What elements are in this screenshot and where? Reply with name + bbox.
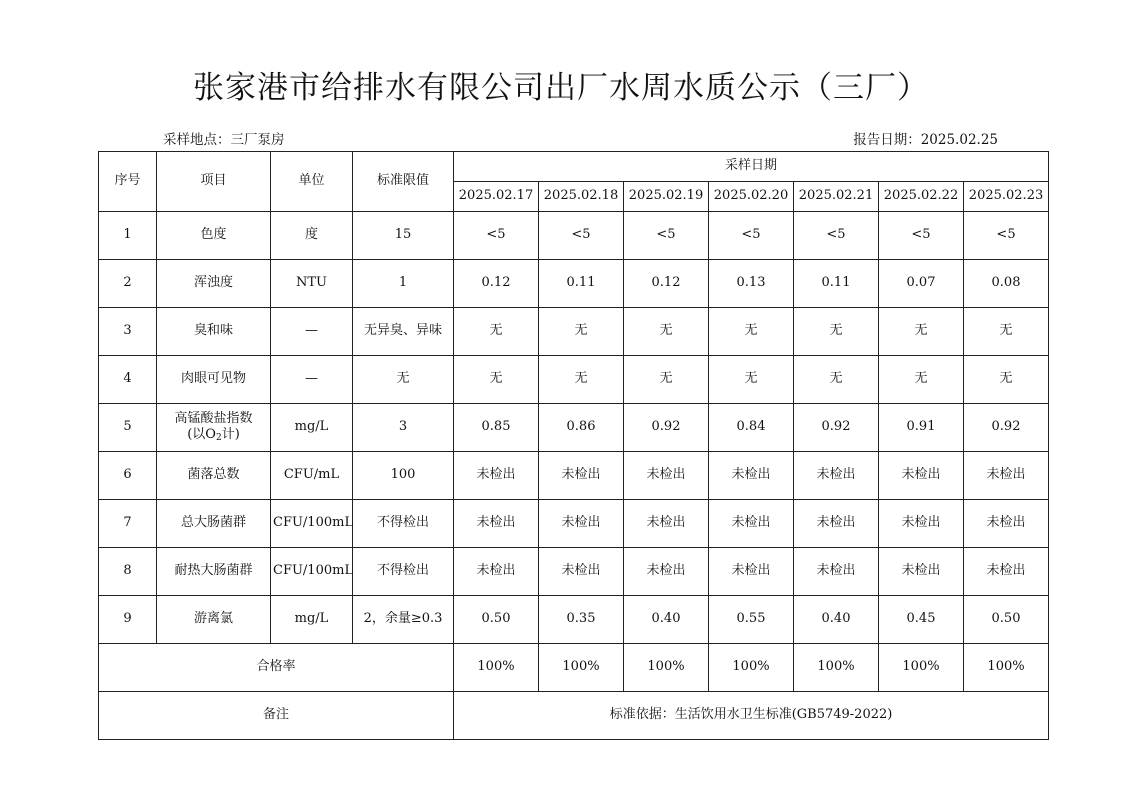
row-value: 未检出 (624, 500, 709, 548)
row-limit: 2，余量≥0.3 (353, 596, 454, 644)
row-unit: 度 (271, 212, 353, 260)
row-value: 0.50 (964, 596, 1049, 644)
report-date: 报告日期：2025.02.25 (853, 132, 998, 148)
row-item (157, 500, 271, 548)
row-value: 0.07 (879, 260, 964, 308)
row-item-note: (以O (187, 427, 216, 442)
row-value: <5 (709, 212, 794, 260)
header-item: 项目 (157, 152, 271, 212)
date-header: 2025.02.19 (624, 182, 709, 212)
row-value: <5 (539, 212, 624, 260)
row-value: 0.86 (539, 404, 624, 452)
row-item (157, 548, 271, 596)
row-value: 无 (454, 308, 539, 356)
row-seq: 7 (99, 500, 157, 548)
row-seq: 2 (99, 260, 157, 308)
row-value: 未检出 (964, 500, 1049, 548)
row-value: 未检出 (879, 452, 964, 500)
row-value: 未检出 (709, 452, 794, 500)
table-row (99, 308, 1049, 356)
row-item (157, 356, 271, 404)
remarks-label: 备注 (99, 692, 454, 740)
row-value: 无 (964, 308, 1049, 356)
date-header: 2025.02.17 (454, 182, 539, 212)
table-row (99, 596, 1049, 644)
table-row (99, 404, 1049, 452)
row-value: 未检出 (794, 500, 879, 548)
row-value: 0.40 (794, 596, 879, 644)
row-item (157, 308, 271, 356)
row-value: 未检出 (539, 548, 624, 596)
date-header: 2025.02.22 (879, 182, 964, 212)
row-seq: 9 (99, 596, 157, 644)
row-value: 0.13 (709, 260, 794, 308)
page-title: 张家港市给排水有限公司出厂水周水质公示（三厂） (193, 70, 929, 106)
row-limit: 无异臭、异味 (353, 308, 454, 356)
row-seq: 6 (99, 452, 157, 500)
row-item-note-end: 计) (221, 427, 240, 442)
water-quality-table (98, 151, 1049, 740)
row-item-label: 游离氯 (193, 611, 233, 627)
row-unit: — (271, 356, 353, 404)
row-value: 未检出 (454, 548, 539, 596)
row-value: 未检出 (624, 548, 709, 596)
pass-rate-label: 合格率 (99, 644, 454, 692)
row-value: 未检出 (454, 452, 539, 500)
row-unit: NTU (271, 260, 353, 308)
row-value: 0.45 (879, 596, 964, 644)
row-item (157, 260, 271, 308)
row-value: 0.92 (794, 404, 879, 452)
row-value: 0.40 (624, 596, 709, 644)
date-header: 2025.02.23 (964, 182, 1049, 212)
row-value: 无 (794, 356, 879, 404)
row-limit: 15 (353, 212, 454, 260)
row-value: 未检出 (794, 452, 879, 500)
row-value: 0.11 (794, 260, 879, 308)
row-value: 无 (454, 356, 539, 404)
pass-rate-cell: 100% (879, 644, 964, 692)
date-header: 2025.02.20 (709, 182, 794, 212)
row-value: 未检出 (709, 548, 794, 596)
row-item (157, 404, 271, 452)
row-item-label: 臭和味 (193, 323, 233, 339)
row-value: 0.85 (454, 404, 539, 452)
row-value: 无 (709, 356, 794, 404)
row-limit: 3 (353, 404, 454, 452)
row-item (157, 596, 271, 644)
row-limit: 不得检出 (353, 500, 454, 548)
row-item (157, 452, 271, 500)
row-value: 未检出 (794, 548, 879, 596)
row-item-label: 耐热大肠菌群 (174, 563, 253, 579)
row-item-label: 肉眼可见物 (180, 371, 246, 387)
table-row (99, 356, 1049, 404)
row-value: 0.12 (624, 260, 709, 308)
row-value: 0.35 (539, 596, 624, 644)
row-value: 未检出 (709, 500, 794, 548)
table-row (99, 260, 1049, 308)
row-value: 无 (539, 356, 624, 404)
row-seq: 4 (99, 356, 157, 404)
row-value: 0.08 (964, 260, 1049, 308)
row-value: <5 (879, 212, 964, 260)
pass-rate-cell: 100% (624, 644, 709, 692)
row-unit: CFU/100mL (271, 500, 353, 548)
row-value: 未检出 (624, 452, 709, 500)
row-value: 未检出 (454, 500, 539, 548)
row-item-label: 总大肠菌群 (180, 515, 246, 531)
row-item-label: 高锰酸盐指数 (174, 410, 253, 426)
table-row (99, 548, 1049, 596)
row-value: 0.55 (709, 596, 794, 644)
row-value: 未检出 (879, 500, 964, 548)
row-value: 0.12 (454, 260, 539, 308)
row-item-label: 色度 (200, 227, 227, 243)
row-value: <5 (794, 212, 879, 260)
row-value: 0.84 (709, 404, 794, 452)
row-value: <5 (624, 212, 709, 260)
row-seq: 5 (99, 404, 157, 452)
pass-rate-cell: 100% (964, 644, 1049, 692)
remarks-text: 标准依据：生活饮用水卫生标准(GB5749-2022) (454, 692, 1049, 740)
row-unit: mg/L (271, 596, 353, 644)
row-value: <5 (964, 212, 1049, 260)
row-value: 无 (539, 308, 624, 356)
table-row (99, 500, 1049, 548)
row-value: 未检出 (964, 452, 1049, 500)
row-value: 未检出 (964, 548, 1049, 596)
table-row (99, 452, 1049, 500)
header-sampling-date: 采样日期 (454, 152, 1049, 182)
row-limit: 100 (353, 452, 454, 500)
row-value: 无 (879, 356, 964, 404)
row-value: 无 (964, 356, 1049, 404)
row-value: 0.91 (879, 404, 964, 452)
header-seq: 序号 (99, 152, 157, 212)
row-item-label: 菌落总数 (187, 467, 240, 483)
pass-rate-cell: 100% (709, 644, 794, 692)
table-body (99, 212, 1049, 644)
row-item-label: 浑浊度 (193, 275, 233, 291)
row-limit: 无 (353, 356, 454, 404)
row-limit: 不得检出 (353, 548, 454, 596)
header-unit: 单位 (271, 152, 353, 212)
row-value: 无 (624, 356, 709, 404)
pass-rate-cell: 100% (454, 644, 539, 692)
row-unit: — (271, 308, 353, 356)
row-seq: 3 (99, 308, 157, 356)
row-value: 0.50 (454, 596, 539, 644)
row-unit: CFU/100mL (271, 548, 353, 596)
row-value: 0.92 (964, 404, 1049, 452)
row-value: 无 (794, 308, 879, 356)
pass-rate-cell: 100% (794, 644, 879, 692)
row-value: 未检出 (539, 452, 624, 500)
row-value: <5 (454, 212, 539, 260)
row-seq: 8 (99, 548, 157, 596)
row-unit: mg/L (271, 404, 353, 452)
row-unit: CFU/mL (271, 452, 353, 500)
pass-rate-cell: 100% (539, 644, 624, 692)
row-seq: 1 (99, 212, 157, 260)
sampling-location: 采样地点：三厂泵房 (163, 132, 285, 148)
row-limit: 1 (353, 260, 454, 308)
date-header: 2025.02.18 (539, 182, 624, 212)
row-value: 0.92 (624, 404, 709, 452)
row-item-note-subscript: 2 (215, 433, 222, 443)
row-value: 未检出 (879, 548, 964, 596)
header-limit: 标准限值 (353, 152, 454, 212)
row-value: 0.11 (539, 260, 624, 308)
table-row (99, 212, 1049, 260)
row-value: 无 (624, 308, 709, 356)
row-value: 无 (879, 308, 964, 356)
date-header: 2025.02.21 (794, 182, 879, 212)
row-value: 未检出 (539, 500, 624, 548)
row-item (157, 212, 271, 260)
row-value: 无 (709, 308, 794, 356)
